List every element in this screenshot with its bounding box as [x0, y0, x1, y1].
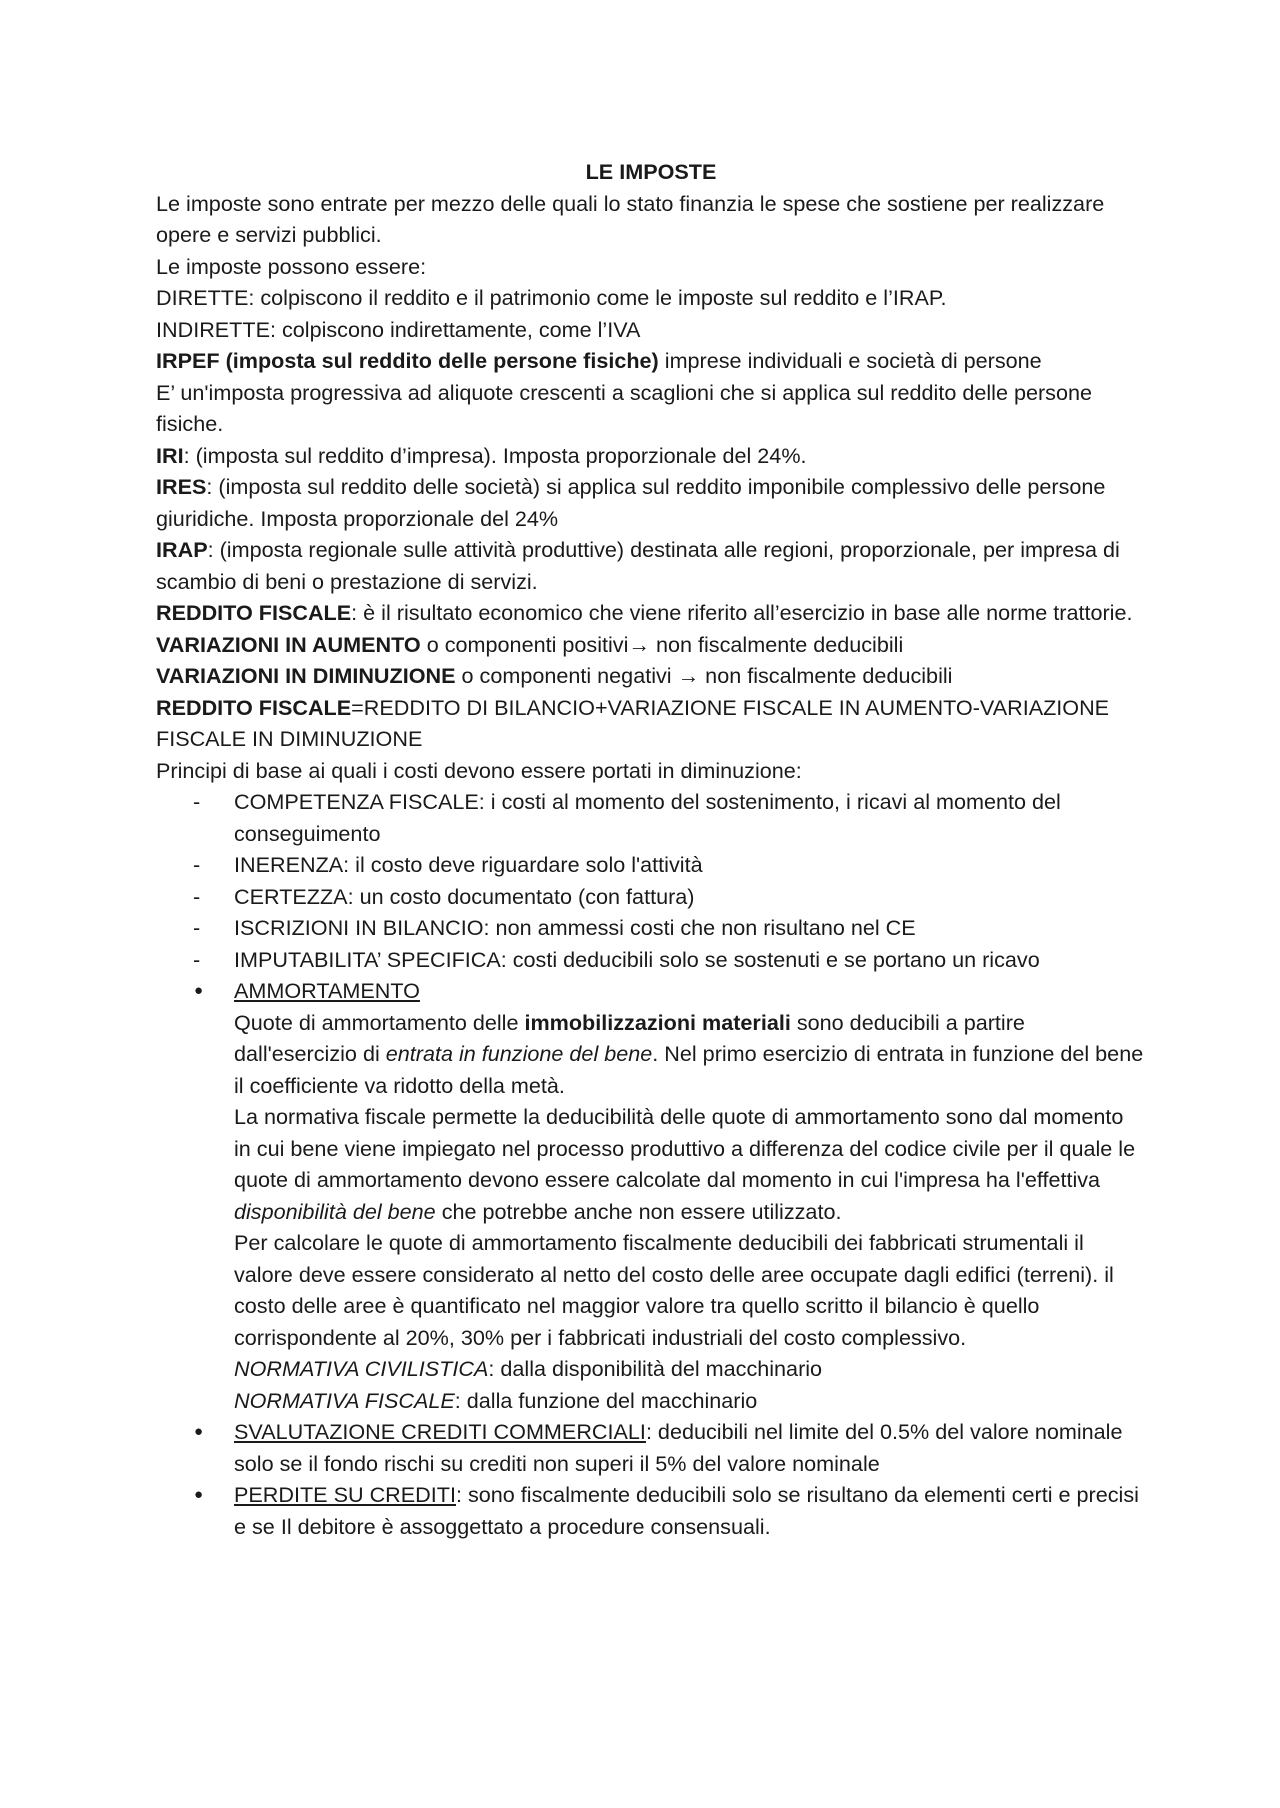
irap-text: : (imposta regionale sulle attività produttive) destinata alle regioni, proporzionale, per impresa di scambio di beni o prestazione di servizi. [156, 537, 1120, 594]
text-run: : dalla funzione del macchinario [454, 1387, 758, 1413]
normativa-civilistica-label: NORMATIVA CIVILISTICA [234, 1356, 489, 1381]
variazioni-diminuzione-line [156, 660, 1146, 692]
iri-text: : (imposta sul reddito d’impresa). Imposta proporzionale del 24%. [183, 442, 807, 468]
perdite-text: : sono fiscalmente deducibili solo se risultano da elementi certi e precisi e se Il debitore è assoggettato a procedure consensuali. [234, 1482, 1139, 1539]
ammortamento-paragraph-3: Per calcolare le quote di ammortamento fiscalmente deducibili dei fabbricati strumentali il valore deve essere considerato al netto del costo delle aree occupate dagli edifici (terreni). il costo delle aree è quantificato nel maggior valore tra quello scritto il bilancio è quello corrispondente al 20%, 30% per i fabbricati industriali del costo complessivo. [234, 1230, 1114, 1350]
irpef-description: E’ un'imposta progressiva ad aliquote crescenti a scaglioni che si applica sul reddito delle persone fisiche. [156, 379, 1092, 436]
formula-term: REDDITO FISCALE [156, 694, 352, 720]
deduzioni-list [156, 975, 1146, 1542]
page-title: LE IMPOSTE [585, 159, 717, 184]
formula-text: =REDDITO DI BILANCIO+VARIAZIONE FISCALE IN AUMENTO-VARIAZIONE FISCALE IN DIMINUZIONE [156, 694, 1110, 751]
ires-line [156, 471, 1146, 534]
svalutazione-heading: SVALUTAZIONE CREDITI COMMERCIALI [234, 1419, 646, 1444]
ires-term: IRES [156, 474, 207, 499]
irpef-text: imprese individuali e società di persone [658, 348, 1042, 373]
variazioni-diminuzione-text: o componenti negativi → non fiscalmente deducibili [455, 663, 953, 688]
text-run: che potrebbe anche non essere utilizzato. [435, 1198, 842, 1224]
reddito-fiscale-term: REDDITO FISCALE [156, 600, 352, 625]
variazioni-diminuzione-term: VARIAZIONI IN DIMINUZIONE [156, 663, 456, 688]
indirette-line: INDIRETTE: colpiscono indirettamente, come l’IVA [156, 316, 641, 342]
list-item: - ISCRIZIONI IN BILANCIO: non ammessi costi che non risultano nel CE [234, 912, 1146, 944]
list-item: - COMPETENZA FISCALE: i costi al momento del sostenimento, i ricavi al momento del conseguimento [234, 786, 1146, 849]
irpef-line [156, 345, 1146, 377]
reddito-fiscale-text: : è il risultato economico che viene riferito all’esercizio in base alle norme trattorie. [351, 600, 1133, 625]
iri-line [156, 440, 1146, 472]
list-item: - INERENZA: il costo deve riguardare solo l'attività [234, 849, 1146, 881]
irap-line [156, 534, 1146, 597]
irap-term: IRAP [156, 537, 208, 562]
document-body [156, 156, 1146, 1542]
svalutazione-item [234, 1416, 1146, 1479]
irpef-term: IRPEF (imposta sul reddito delle persone fisiche) [156, 348, 659, 373]
text-run: La normativa fiscale permette la deducibilità delle quote di ammortamento sono dal momento in cui bene viene impiegato nel processo produttivo a differenza del codice civile per il quale le quote di ammortamento devono essere calcolate dal momento in cui l'impresa ha l'effettiva [234, 1104, 1136, 1192]
variazioni-aumento-term: VARIAZIONI IN AUMENTO [156, 631, 421, 657]
variazioni-aumento-text: o componenti positivi→ non fiscalmente deducibili [420, 631, 904, 657]
text-run: : dalla disponibilità del macchinario [488, 1356, 823, 1381]
iri-term: IRI [156, 442, 184, 468]
immobilizzazioni-term: immobilizzazioni materiali [524, 1009, 791, 1035]
ammortamento-heading: AMMORTAMENTO [234, 978, 420, 1003]
reddito-fiscale-line [156, 597, 1146, 629]
types-intro: Le imposte possono essere: [156, 253, 427, 279]
perdite-item [234, 1479, 1146, 1542]
ammortamento-item [234, 975, 1146, 1416]
disponibilita-term: disponibilità del bene [234, 1198, 436, 1224]
text-run: . Nel primo esercizio di entrata in funzione del bene il coefficiente va ridotto della metà. [234, 1041, 1144, 1098]
normativa-civilistica-line [234, 1353, 1146, 1385]
principi-intro: Principi di base ai quali i costi devono essere portati in diminuzione: [156, 757, 802, 783]
normativa-fiscale-line [234, 1385, 1146, 1417]
text-run: Quote di ammortamento delle [234, 1009, 525, 1035]
text-run: sono deducibili a partire dall'esercizio di [234, 1009, 1025, 1066]
normativa-fiscale-label: NORMATIVA FISCALE [234, 1387, 455, 1413]
ammortamento-paragraph-2 [234, 1101, 1146, 1227]
dirette-line: DIRETTE: colpiscono il reddito e il patrimonio come le imposte sul reddito e l’IRAP. [156, 285, 947, 310]
ammortamento-paragraph-1 [234, 1007, 1146, 1102]
formula-line [156, 692, 1146, 755]
perdite-heading: PERDITE SU CREDITI [234, 1482, 456, 1507]
list-item: - IMPUTABILITA’ SPECIFICA: costi deducibili solo se sostenuti e se portano un ricavo [234, 944, 1146, 976]
ires-text: : (imposta sul reddito delle società) si applica sul reddito imponibile complessivo delle persone giuridiche. Imposta proporzionale del 24% [156, 474, 1106, 531]
entrata-funzione-term: entrata in funzione del bene [385, 1041, 653, 1066]
intro-paragraph: Le imposte sono entrate per mezzo delle quali lo stato finanzia le spese che sostiene per realizzare opere e servizi pubblici. [156, 190, 1105, 247]
list-item: - CERTEZZA: un costo documentato (con fattura) [234, 881, 1146, 913]
variazioni-aumento-line [156, 629, 1146, 661]
principi-list [156, 786, 1146, 975]
svalutazione-text: : deducibili nel limite del 0.5% del valore nominale solo se il fondo rischi su crediti non superi il 5% del valore nominale [234, 1419, 1123, 1476]
